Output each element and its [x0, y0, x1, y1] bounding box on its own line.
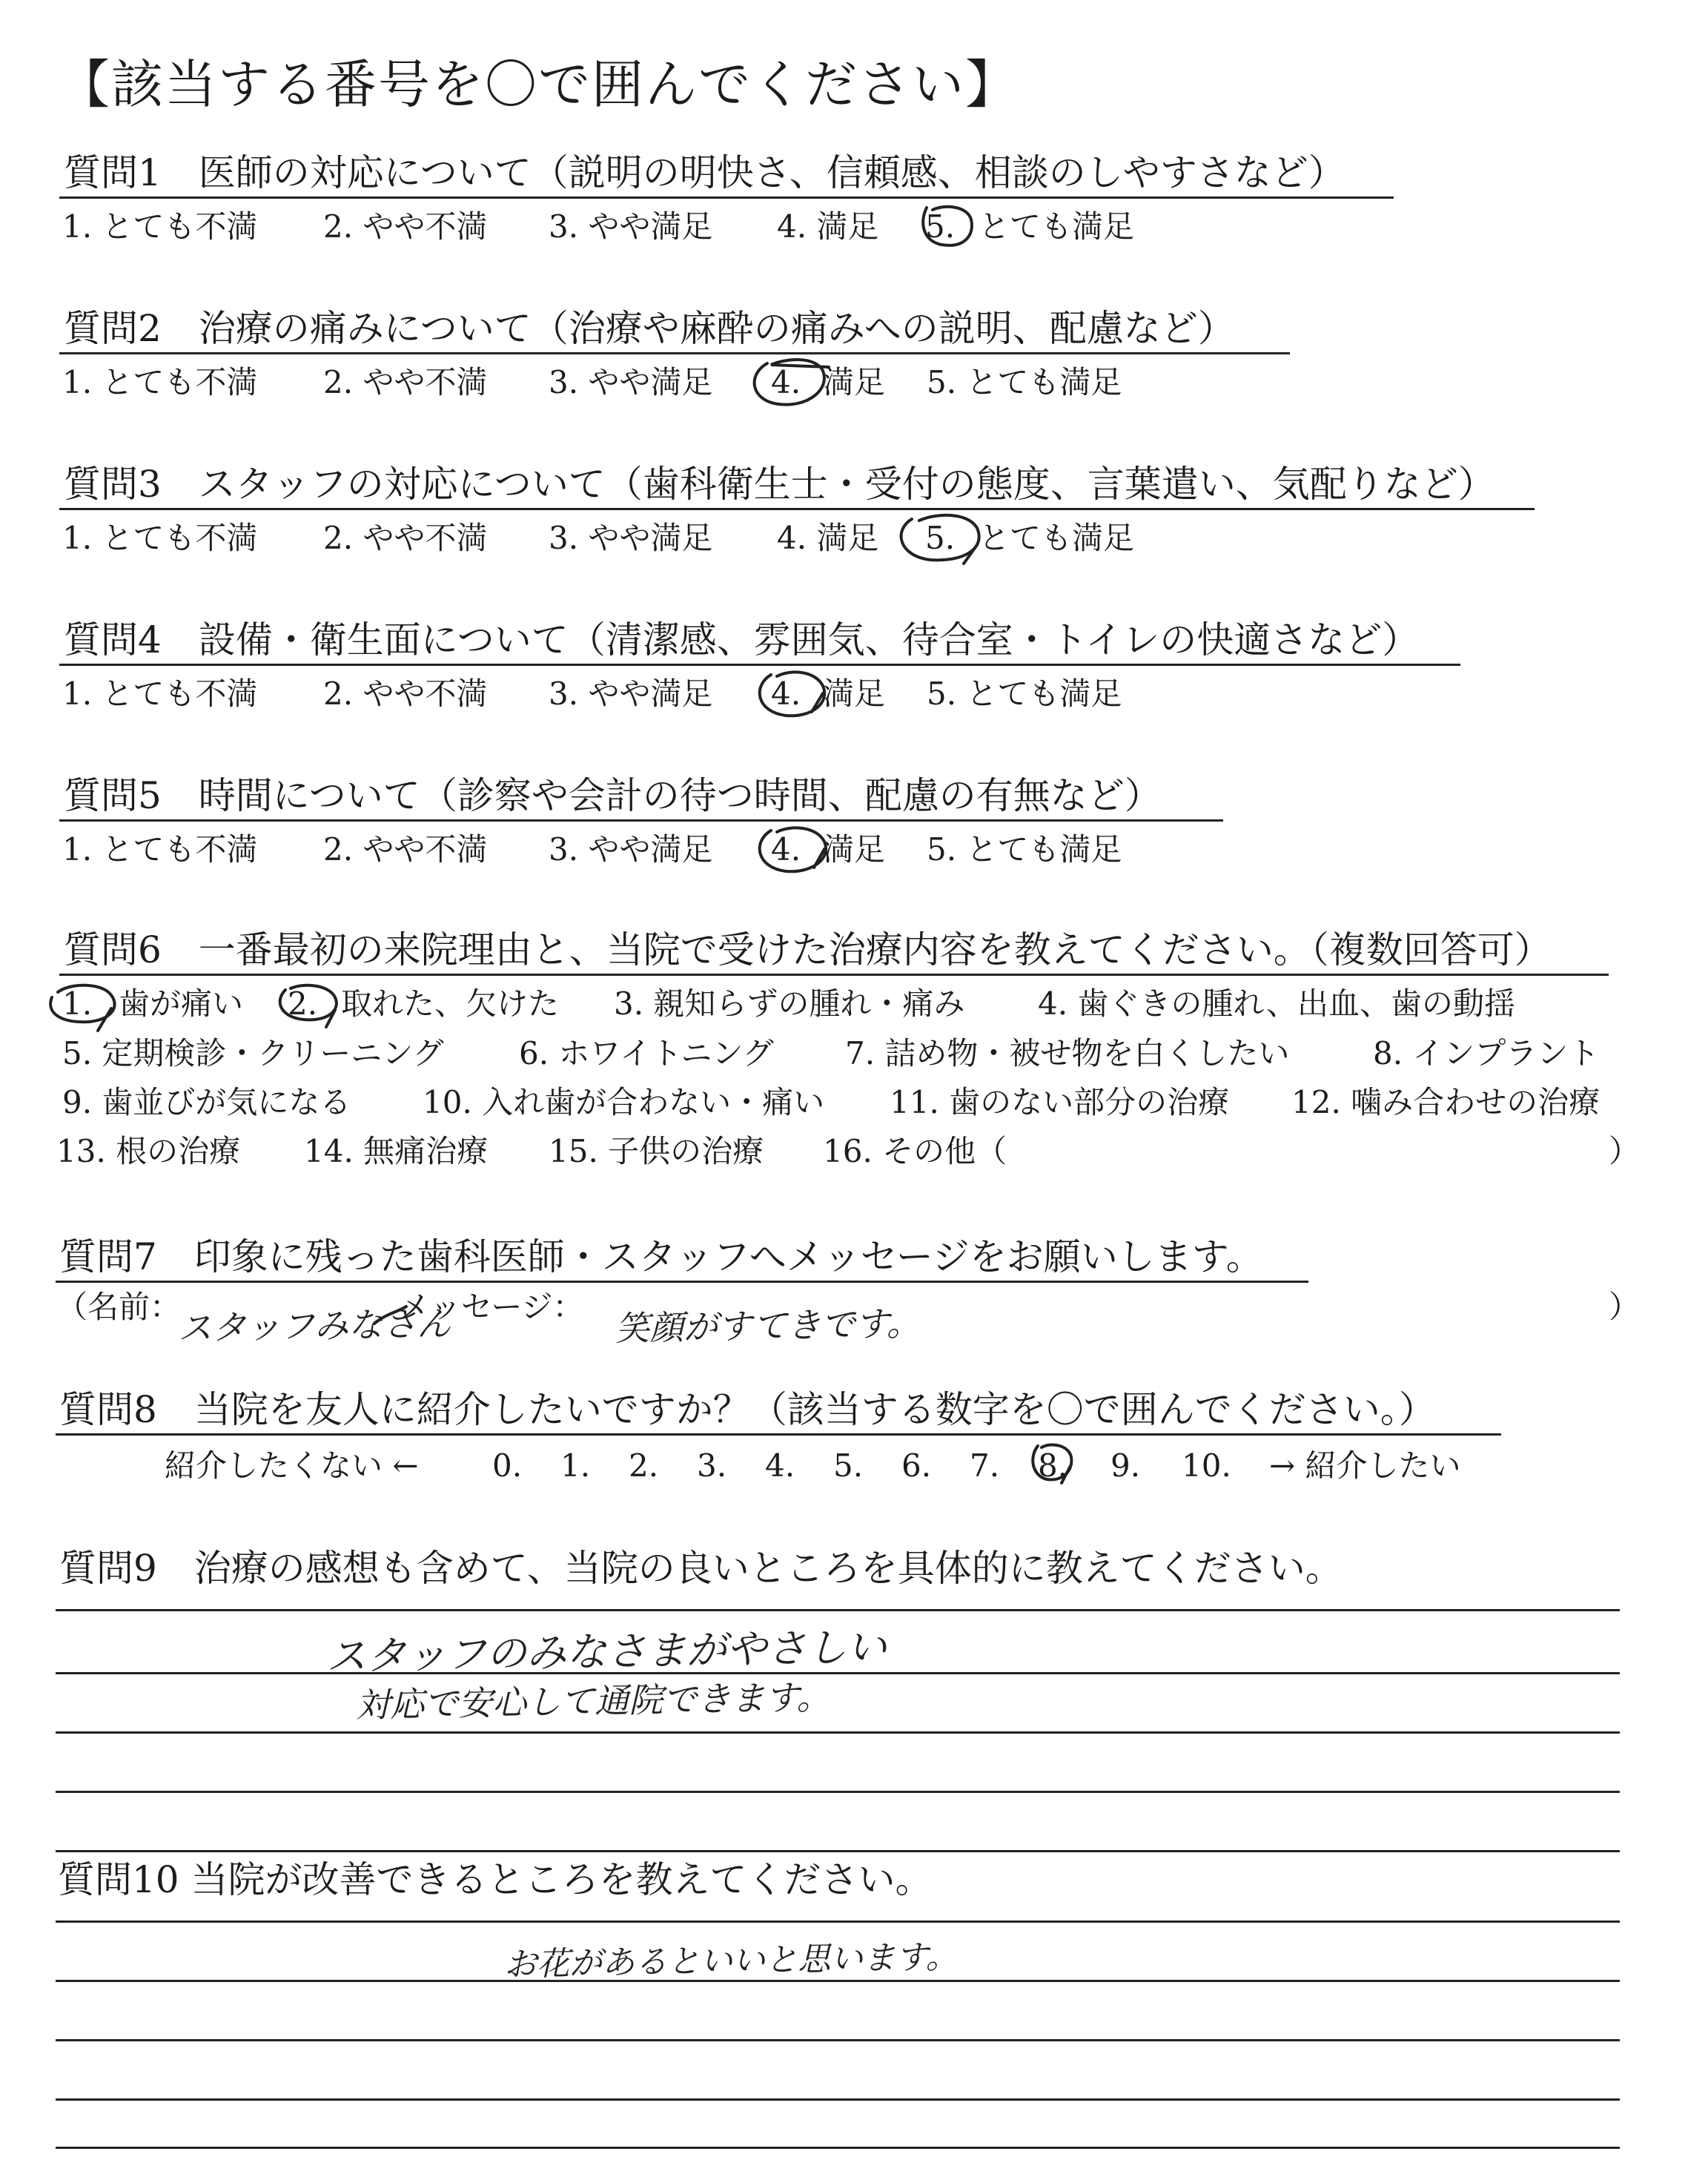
q8-option-8[interactable]: 8. — [1038, 1447, 1068, 1484]
q8-option-5[interactable]: 5. — [833, 1447, 864, 1484]
q6-option-1-label[interactable]: 歯が痛い — [119, 985, 244, 1022]
q8-left-label: 紹介したくない ← — [165, 1447, 419, 1484]
q6-option-9[interactable]: 9. 歯並びが気になる — [62, 1084, 351, 1120]
q6-option-14[interactable]: 14. 無痛治療 — [304, 1133, 489, 1169]
q2-option-2[interactable]: 2. やや不満 — [323, 364, 488, 400]
q4-option-3[interactable]: 3. やや満足 — [549, 676, 713, 712]
q10-line-2 — [56, 1980, 1620, 1982]
q4-title: 質問4 設備・衛生面について（清潔感、雰囲気、待合室・トイレの快適さなど） — [64, 618, 1420, 661]
q8-right-label: → 紹介したい — [1269, 1447, 1461, 1484]
q8-option-4[interactable]: 4. — [765, 1447, 795, 1484]
q1-option-2[interactable]: 2. やや不満 — [323, 208, 488, 245]
q6-option-5[interactable]: 5. 定期検診・クリーニング — [62, 1035, 444, 1071]
q9-title: 質問9 治療の感想も含めて、当院の良いところを具体的に教えてください。 — [59, 1547, 1343, 1590]
q9-line-5 — [56, 1850, 1620, 1852]
q6-option-13[interactable]: 13. 根の治療 — [56, 1133, 241, 1169]
q9-answer-line-1[interactable]: スタッフのみなさまがやさしい — [325, 1623, 887, 1680]
q5-option-3[interactable]: 3. やや満足 — [549, 831, 713, 868]
q6-option-10[interactable]: 10. 入れ歯が合わない・痛い — [423, 1084, 825, 1120]
q1-option-5-number[interactable]: 5. — [925, 208, 956, 245]
q3-option-4[interactable]: 4. 満足 — [777, 520, 879, 556]
q5-option-5[interactable]: 5. とても満足 — [927, 831, 1122, 868]
q8-option-6[interactable]: 6. — [901, 1447, 932, 1484]
q8-option-2[interactable]: 2. — [629, 1447, 659, 1484]
q5-title: 質問5 時間について（診察や会計の待つ時間、配慮の有無など） — [64, 774, 1162, 817]
q6-option-15[interactable]: 15. 子供の治療 — [549, 1133, 764, 1169]
q2-option-4-number[interactable]: 4. — [771, 364, 801, 400]
q9-line-1 — [56, 1609, 1620, 1611]
q6-underline — [59, 974, 1609, 976]
q8-title: 質問8 当院を友人に紹介したいですか？（該当する数字を〇で囲んでください。） — [59, 1388, 1436, 1431]
q6-option-4[interactable]: 4. 歯ぐきの腫れ、出血、歯の動揺 — [1038, 985, 1515, 1022]
q3-option-1[interactable]: 1. とても不満 — [62, 520, 258, 556]
q7-name-handwritten[interactable]: スタッフみなさん — [177, 1303, 451, 1349]
q6-option-16-close: ） — [1609, 1133, 1641, 1169]
q3-underline — [59, 508, 1535, 510]
q10-line-5 — [56, 2147, 1620, 2149]
q5-option-4-number[interactable]: 4. — [771, 831, 801, 868]
q5-option-4-label[interactable]: 満足 — [823, 831, 886, 868]
q8-option-7[interactable]: 7. — [970, 1447, 1000, 1484]
q7-title: 質問7 印象に残った歯科医師・スタッフへメッセージをお願いします。 — [59, 1235, 1263, 1278]
q6-option-7[interactable]: 7. 詰め物・被せ物を白くしたい — [845, 1035, 1290, 1071]
q6-title: 質問6 一番最初の来院理由と、当院で受けた治療内容を教えてください。（複数回答可） — [64, 928, 1552, 971]
q2-option-3[interactable]: 3. やや満足 — [549, 364, 713, 400]
q4-option-4-label[interactable]: 満足 — [823, 676, 886, 712]
q7-name-label: （名前： — [56, 1289, 182, 1325]
q5-option-2[interactable]: 2. やや不満 — [323, 831, 488, 868]
q6-option-3[interactable]: 3. 親知らずの腫れ・痛み — [614, 985, 965, 1022]
q8-option-9[interactable]: 9. — [1110, 1447, 1141, 1484]
q9-answer-line-2[interactable]: 対応で安心して通院できます。 — [355, 1677, 831, 1725]
q1-option-4[interactable]: 4. 満足 — [777, 208, 879, 245]
q7-underline — [56, 1281, 1308, 1283]
q2-underline — [59, 352, 1290, 354]
q3-option-5-number[interactable]: 5. — [925, 520, 956, 556]
q4-option-2[interactable]: 2. やや不満 — [323, 676, 488, 712]
q6-option-8[interactable]: 8. インプラント — [1373, 1035, 1600, 1071]
q3-option-3[interactable]: 3. やや満足 — [549, 520, 713, 556]
q1-option-1[interactable]: 1. とても不満 — [62, 208, 258, 245]
q2-option-4-label[interactable]: 満足 — [823, 364, 886, 400]
q6-option-2-label[interactable]: 取れた、欠けた — [341, 985, 560, 1022]
q6-option-12[interactable]: 12. 噛み合わせの治療 — [1291, 1084, 1601, 1120]
q8-option-1[interactable]: 1. — [560, 1447, 591, 1484]
q7-message-label: メッセージ： — [399, 1289, 584, 1325]
q6-option-11[interactable]: 11. 歯のない部分の治療 — [890, 1084, 1230, 1120]
q10-title: 質問10 当院が改善できるところを教えてください。 — [58, 1858, 933, 1901]
q1-underline — [59, 196, 1394, 199]
q5-option-1[interactable]: 1. とても不満 — [62, 831, 258, 868]
q3-option-2[interactable]: 2. やや不満 — [323, 520, 488, 556]
q10-line-3 — [56, 2039, 1620, 2041]
page-header: 【該当する番号を〇で囲んでください】 — [58, 54, 1019, 115]
q4-option-1[interactable]: 1. とても不満 — [62, 676, 258, 712]
q4-underline — [59, 664, 1460, 666]
q6-option-16[interactable]: 16. その他（ — [823, 1133, 1007, 1169]
q6-option-2-number[interactable]: 2. — [288, 985, 318, 1022]
q2-option-5[interactable]: 5. とても満足 — [927, 364, 1122, 400]
q4-option-4-number[interactable]: 4. — [771, 676, 801, 712]
q8-option-0[interactable]: 0. — [492, 1447, 523, 1484]
q5-underline — [59, 819, 1223, 822]
q9-line-3 — [56, 1731, 1620, 1734]
q1-title: 質問1 医師の対応について（説明の明快さ、信頼感、相談のしやすさなど） — [64, 151, 1345, 194]
q3-title: 質問3 スタッフの対応について（歯科衛生士・受付の態度、言葉遣い、気配りなど） — [64, 463, 1495, 506]
q10-line-1 — [56, 1920, 1620, 1923]
q2-option-1[interactable]: 1. とても不満 — [62, 364, 258, 400]
q3-option-5-label[interactable]: とても満足 — [979, 520, 1135, 556]
q10-line-4 — [56, 2098, 1620, 2101]
q9-line-4 — [56, 1791, 1620, 1793]
q1-option-5-label[interactable]: とても満足 — [979, 208, 1135, 245]
q6-option-1-number[interactable]: 1. — [62, 985, 93, 1022]
q4-option-5[interactable]: 5. とても満足 — [927, 676, 1122, 712]
q7-message-handwritten[interactable]: 笑顔がすてきです。 — [615, 1303, 921, 1349]
q2-title: 質問2 治療の痛みについて（治療や麻酔の痛みへの説明、配慮など） — [64, 307, 1235, 350]
q8-option-3[interactable]: 3. — [697, 1447, 727, 1484]
q7-close-paren: ） — [1609, 1289, 1641, 1325]
q8-underline — [56, 1433, 1501, 1436]
q10-answer-handwritten[interactable]: お花があるといいと思います。 — [503, 1938, 959, 1984]
q8-option-10[interactable]: 10. — [1182, 1447, 1231, 1484]
q6-option-6[interactable]: 6. ホワイトニング — [519, 1035, 774, 1071]
q1-option-3[interactable]: 3. やや満足 — [549, 208, 713, 245]
